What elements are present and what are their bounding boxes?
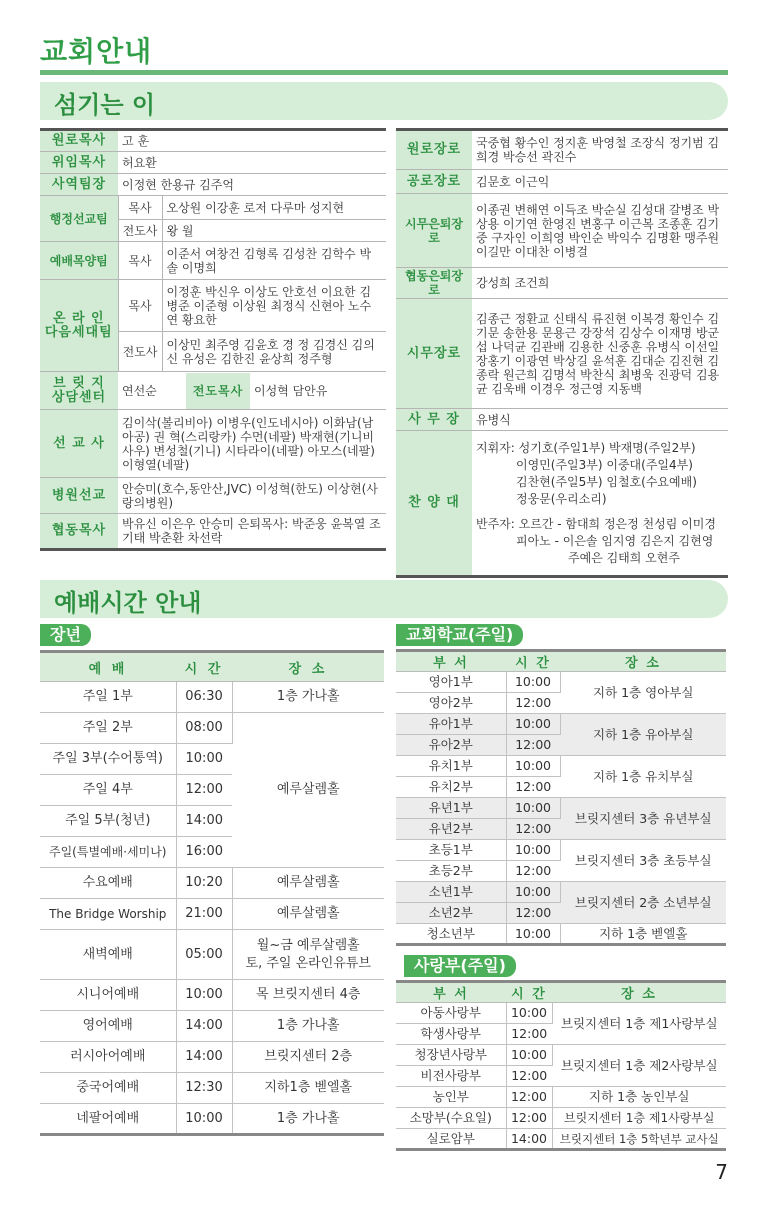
chanyang-line: 지휘자: 성기호(주일1부) 박재명(주일2부): [476, 440, 696, 455]
value-haengjeong-moksa: 오상원 이강훈 로저 다루마 성지현: [162, 196, 386, 220]
label-simu-jangro: 시무장로: [396, 299, 472, 409]
sub-online-jeondo: 전도사: [118, 332, 162, 372]
school-time: 10:00: [506, 756, 560, 777]
love-dept: 농인부: [396, 1087, 506, 1108]
dawn-place-line2: 토, 주일 온라인유튜브: [245, 955, 371, 971]
school-time: 10:00: [506, 924, 560, 945]
love-time: 10:00: [506, 1045, 552, 1066]
school-dept: 초등1부: [396, 840, 506, 861]
worship-time: 16:00: [176, 837, 232, 868]
value-hyeopdong: 박유신 이은우 안승미 은퇴목사: 박준웅 윤복열 조기태 박춘환 차선락: [118, 514, 386, 550]
worship-name: 주일 5부(청년): [40, 806, 176, 837]
worship-name: 시니어예배: [40, 980, 176, 1011]
dawn-place-line1: 월~금 예루살렘홀: [256, 937, 360, 953]
school-dept: 유년1부: [396, 798, 506, 819]
label-samuk: 사역팀장: [40, 174, 118, 196]
value-haengjeong-jeondo: 왕 월: [162, 220, 386, 242]
worship-time: 08:00: [176, 713, 232, 744]
school-dept: 초등2부: [396, 861, 506, 882]
love-time: 14:00: [506, 1129, 552, 1150]
value-bridge-jeondo: 이성혁 담안유: [254, 383, 328, 398]
worship-time: 10:20: [176, 868, 232, 899]
worship-header: 장 소: [232, 652, 384, 682]
worship-time: 06:30: [176, 682, 232, 713]
school-dept: 유년2부: [396, 819, 506, 840]
worship-place: 지하1층 벧엘홀: [232, 1073, 384, 1104]
section-staff-title: 섬기는 이: [54, 91, 156, 119]
worship-name: 네팔어예배: [40, 1104, 176, 1135]
worship-place: 1층 가나홀: [232, 1104, 384, 1135]
worship-place: [232, 930, 384, 980]
love-place: 지하 1층 농인부실: [552, 1087, 726, 1108]
love-header: 부 서: [396, 982, 506, 1003]
love-header: 시 간: [506, 982, 552, 1003]
sub-haengjeong-moksa: 목사: [118, 196, 162, 220]
staff-table-right: [396, 128, 728, 578]
sub-yebae: 목사: [118, 242, 162, 280]
value-hyeopdong-eunto: 강성희 조건희: [472, 268, 728, 299]
worship-name: 영어예배: [40, 1011, 176, 1042]
value-seongyo: 김이삭(볼리비아) 이병우(인도네시아) 이화남(남아공) 권 혁(스리랑카) 수먼(네팔) 박재현(기니비사우) 변성철(기니) 시타라이(네팔) 아모스(네팔) 이형열(네팔): [118, 410, 386, 478]
label-samujang: 사 무 장: [396, 409, 472, 431]
worship-time: 12:00: [176, 775, 232, 806]
worship-place: 브릿지센터 2층: [232, 1042, 384, 1073]
worship-name: 주일 1부: [40, 682, 176, 713]
school-time: 12:00: [506, 903, 560, 924]
section-worship-header: [40, 580, 728, 618]
school-header: 장 소: [560, 651, 726, 672]
worship-time: 14:00: [176, 1042, 232, 1073]
page-title: 교회안내: [40, 35, 153, 68]
school-dept: 유치1부: [396, 756, 506, 777]
worship-time: 12:30: [176, 1073, 232, 1104]
value-yebae: 이준서 여창건 김형록 김성찬 김학수 박 솔 이명희: [162, 242, 386, 280]
value-simu-jangro: 김종근 정환교 신태식 류진현 이복경 황인수 김기문 송한용 문용근 강장석 김상수 이재명 방군섭 나덕균 김관배 김용한 신중훈 유병식 이선일 장홍기 이광연 박상길 윤석훈 김대순 김진현 김종락 원근희 김명석 박찬식 최병욱 진광덕 김용균 김욱배 이경우 정근영 지동백: [472, 299, 728, 409]
love-label: 사랑부(주일): [404, 955, 516, 977]
love-time: 12:00: [506, 1087, 552, 1108]
school-time: 12:00: [506, 861, 560, 882]
worship-place: 목 브릿지센터 4층: [232, 980, 384, 1011]
worship-place: 예루살렘홀: [232, 868, 384, 899]
school-header: 부 서: [396, 651, 506, 672]
value-wonro-jangro: 국중협 황수인 정지훈 박영철 조장식 정기범 김희경 박승선 곽진수: [472, 130, 728, 170]
worship-time: 14:00: [176, 806, 232, 837]
label-online: 온 라 인 다음세대팀: [40, 280, 118, 372]
school-time: 10:00: [506, 840, 560, 861]
school-time: 12:00: [506, 693, 560, 714]
label-wonro: 원로목사: [40, 130, 118, 152]
worship-name: The Bridge Worship: [40, 899, 176, 930]
school-dept: 유아2부: [396, 735, 506, 756]
love-time: 12:00: [506, 1066, 552, 1087]
school-dept: 소년1부: [396, 882, 506, 903]
value-chanyang: [472, 431, 728, 577]
love-time: 12:00: [506, 1108, 552, 1129]
label-gongro: 공로장로: [396, 170, 472, 194]
worship-adult-label: 장년: [40, 624, 91, 646]
label-chanyang: 찬 양 대: [396, 431, 472, 577]
school-time: 12:00: [506, 819, 560, 840]
worship-name: 수요예배: [40, 868, 176, 899]
worship-table: [40, 650, 384, 1136]
chanyang-line: 반주자: 오르간 - 함대희 정은정 천성림 이미경: [476, 516, 716, 531]
school-place: 지하 1층 유아부실: [560, 714, 726, 756]
worship-time: 14:00: [176, 1011, 232, 1042]
worship-time: 21:00: [176, 899, 232, 930]
love-dept: 청장년사랑부: [396, 1045, 506, 1066]
value-samuk: 이정현 한용규 김주억: [118, 174, 386, 196]
worship-place: 예루살렘홀: [232, 713, 384, 868]
school-time: 10:00: [506, 798, 560, 819]
school-place: 브릿지센터 3층 유년부실: [560, 798, 726, 840]
worship-name: 주일 4부: [40, 775, 176, 806]
title-rule: [40, 70, 728, 75]
value-online-jeondo: 이상민 최주영 김윤호 경 정 김경신 김의신 유성은 김한진 윤상희 정주형: [162, 332, 386, 372]
love-dept: 아동사랑부: [396, 1003, 506, 1024]
worship-time: 05:00: [176, 930, 232, 980]
sub-haengjeong-jeondo: 전도사: [118, 220, 162, 242]
love-dept: 실로암부: [396, 1129, 506, 1150]
label-seongyo: 선 교 사: [40, 410, 118, 478]
love-dept: 소망부(수요일): [396, 1108, 506, 1129]
label-hyeopdong-eunto: 협동은퇴장로: [396, 268, 472, 299]
school-dept: 소년2부: [396, 903, 506, 924]
school-time: 12:00: [506, 735, 560, 756]
page-number: 7: [715, 1160, 728, 1184]
school-dept: 영아1부: [396, 672, 506, 693]
school-place: 브릿지센터 3층 초등부실: [560, 840, 726, 882]
label-byeongwon: 병원선교: [40, 478, 118, 514]
chanyang-line: 주예은 김태희 오현주: [568, 550, 680, 565]
worship-name: 러시아어예배: [40, 1042, 176, 1073]
school-header: 시 간: [506, 651, 560, 672]
label-simu-eunto: 시무은퇴장로: [396, 194, 472, 268]
school-time: 10:00: [506, 714, 560, 735]
love-place: 브릿지센터 1층 5학년부 교사실: [552, 1129, 726, 1150]
value-gongro: 김문호 이근익: [472, 170, 728, 194]
label-hyeopdong: 협동목사: [40, 514, 118, 550]
worship-place: 1층 가나홀: [232, 1011, 384, 1042]
worship-time: 10:00: [176, 980, 232, 1011]
worship-header: 시 간: [176, 652, 232, 682]
love-time: 10:00: [506, 1003, 552, 1024]
worship-name: 새벽예배: [40, 930, 176, 980]
school-place: 지하 1층 벧엘홀: [560, 924, 726, 945]
sub-online-moksa: 목사: [118, 280, 162, 332]
label-wiim: 위임목사: [40, 152, 118, 174]
worship-name: 주일 3부(수어통역): [40, 744, 176, 775]
worship-header: 예 배: [40, 652, 176, 682]
school-place: 지하 1층 유치부실: [560, 756, 726, 798]
school-place: 지하 1층 영아부실: [560, 672, 726, 714]
label-yebae: 예배목양팀: [40, 242, 118, 280]
label-bridge-jeondo: 전도목사: [186, 373, 250, 409]
love-table: [396, 980, 726, 1151]
chanyang-line: 정웅문(우리소리): [516, 491, 607, 506]
love-place: 브릿지센터 1층 제1사랑부실: [552, 1003, 726, 1045]
school-place: 브릿지센터 2층 소년부실: [560, 882, 726, 924]
value-bridge: 연선순: [122, 383, 157, 398]
section-staff-header: [40, 82, 728, 120]
love-dept: 학생사랑부: [396, 1024, 506, 1045]
chanyang-line: 피아노 - 이은솔 임지영 김은지 김현영: [516, 533, 714, 548]
school-dept: 유아1부: [396, 714, 506, 735]
staff-table-left: [40, 128, 386, 551]
worship-time: 10:00: [176, 1104, 232, 1135]
worship-place: 1층 가나홀: [232, 682, 384, 713]
chanyang-line: 이영민(주일3부) 이중대(주일4부): [516, 457, 693, 472]
label-haengjeong: 행정선교팀: [40, 196, 118, 242]
value-simu-eunto: 이종권 변해연 이득조 박순실 김성대 갈병조 박상용 이기연 한영진 변홍구 이근복 조종훈 김기중 구자인 이희영 박인순 박익수 김명환 맹주원 이길만 이대찬 이병걸: [472, 194, 728, 268]
value-wonro: 고 훈: [118, 130, 386, 152]
label-bridge: 브 릿 지 상담센터: [40, 372, 118, 410]
love-place: 브릿지센터 1층 제1사랑부실: [552, 1108, 726, 1129]
love-time: 12:00: [506, 1024, 552, 1045]
school-dept: 유치2부: [396, 777, 506, 798]
value-online-moksa: 이정훈 박신우 이상도 안호선 이요한 김병준 이준형 이상원 최정식 신현아 노수연 황요한: [162, 280, 386, 332]
worship-name: 주일(특별예배·세미나): [40, 837, 176, 868]
worship-time: 10:00: [176, 744, 232, 775]
worship-name: 주일 2부: [40, 713, 176, 744]
worship-name: 중국어예배: [40, 1073, 176, 1104]
love-header: 장 소: [552, 982, 726, 1003]
school-label: 교회학교(주일): [396, 624, 523, 646]
bridge-row: [118, 372, 386, 410]
school-time: 10:00: [506, 882, 560, 903]
section-worship-title: 예배시간 안내: [54, 589, 202, 617]
school-dept: 청소년부: [396, 924, 506, 945]
school-time: 12:00: [506, 777, 560, 798]
worship-place: 예루살렘홀: [232, 899, 384, 930]
school-time: 10:00: [506, 672, 560, 693]
label-wonro-jangro: 원로장로: [396, 130, 472, 170]
school-dept: 영아2부: [396, 693, 506, 714]
value-samujang: 유병식: [472, 409, 728, 431]
love-place: 브릿지센터 1층 제2사랑부실: [552, 1045, 726, 1087]
value-wiim: 허요환: [118, 152, 386, 174]
chanyang-line: 김찬현(주일5부) 임철호(수요예배): [516, 474, 697, 489]
school-table: [396, 649, 726, 946]
value-byeongwon: 안승미(호수,동안산,JVC) 이성혁(한도) 이상현(사랑의병원): [118, 478, 386, 514]
love-dept: 비전사랑부: [396, 1066, 506, 1087]
